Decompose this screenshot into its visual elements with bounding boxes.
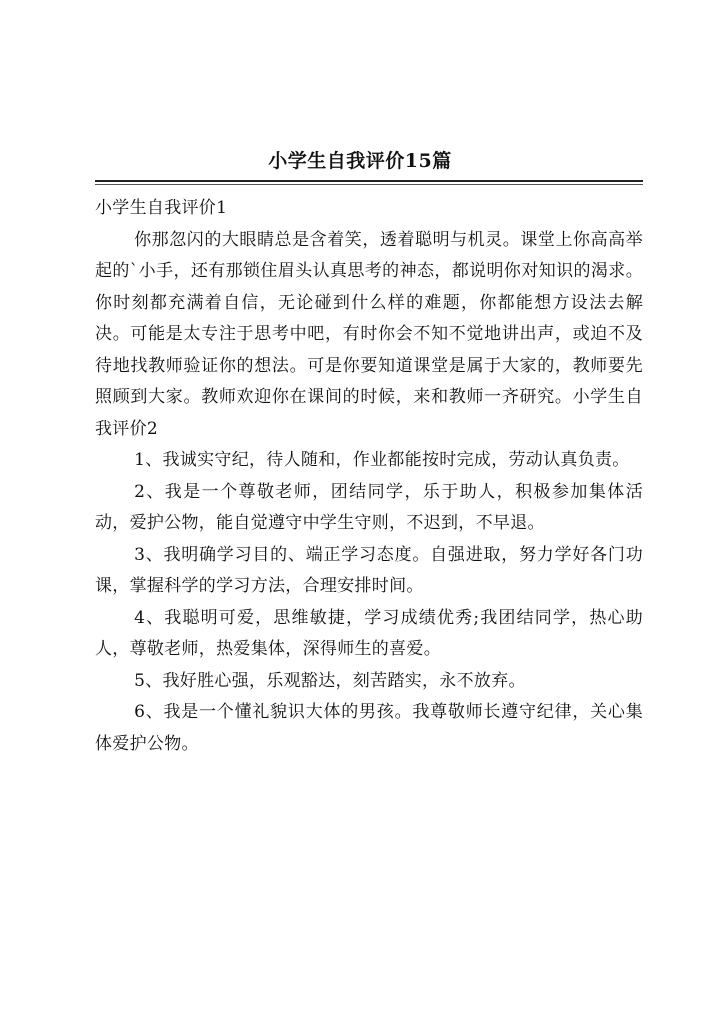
document-title: 小学生自我评价15篇: [268, 150, 452, 172]
paragraph-item-6: 6、我是一个懂礼貌识大体的男孩。我尊敬师长遵守纪律，关心集体爱护公物。: [95, 702, 643, 754]
paragraph-item-4: 4、我聪明可爱，思维敏捷，学习成绩优秀;我团结同学，热心助人，尊敬老师，热爱集体，深得师生的喜爱。: [95, 607, 643, 659]
paragraph-item-2: 2、我是一个尊敬老师，团结同学，乐于助人，积极参加集体活动，爱护公物，能自觉遵守中学生守则，不迟到，不早退。: [95, 481, 643, 533]
paragraph-intro: 你那忽闪的大眼睛总是含着笑，透着聪明与机灵。课堂上你高高举起的`小手，还有那锁住眉头认真思考的神态，都说明你对知识的渴求。你时刻都充满着自信，无论碰到什么样的难题，你都能想方设法去解决。可能是太专注于思考中吧，有时你会不知不觉地讲出声，或迫不及待地找教师验证你的想法。可是你要知道课堂是属于大家的，教师要先照顾到大家。教师欢迎你在课间的时候，来和教师一齐研究。小学生自我评价2: [95, 229, 643, 439]
title-divider-thin: [95, 184, 643, 185]
document-body: [95, 193, 643, 760]
section-heading: 小学生自我评价1: [95, 198, 228, 218]
paragraph-item-5: 5、我好胜心强，乐观豁达，刻苦踏实，永不放弃。: [134, 670, 526, 691]
title-divider: [95, 180, 643, 182]
paragraph-item-3: 3、我明确学习目的、端正学习态度。自强进取，努力学好各门功课，掌握科学的学习方法，合理安排时间。: [95, 544, 643, 596]
paragraph-item-1: 1、我诚实守纪，待人随和，作业都能按时完成，劳动认真负责。: [134, 450, 630, 470]
